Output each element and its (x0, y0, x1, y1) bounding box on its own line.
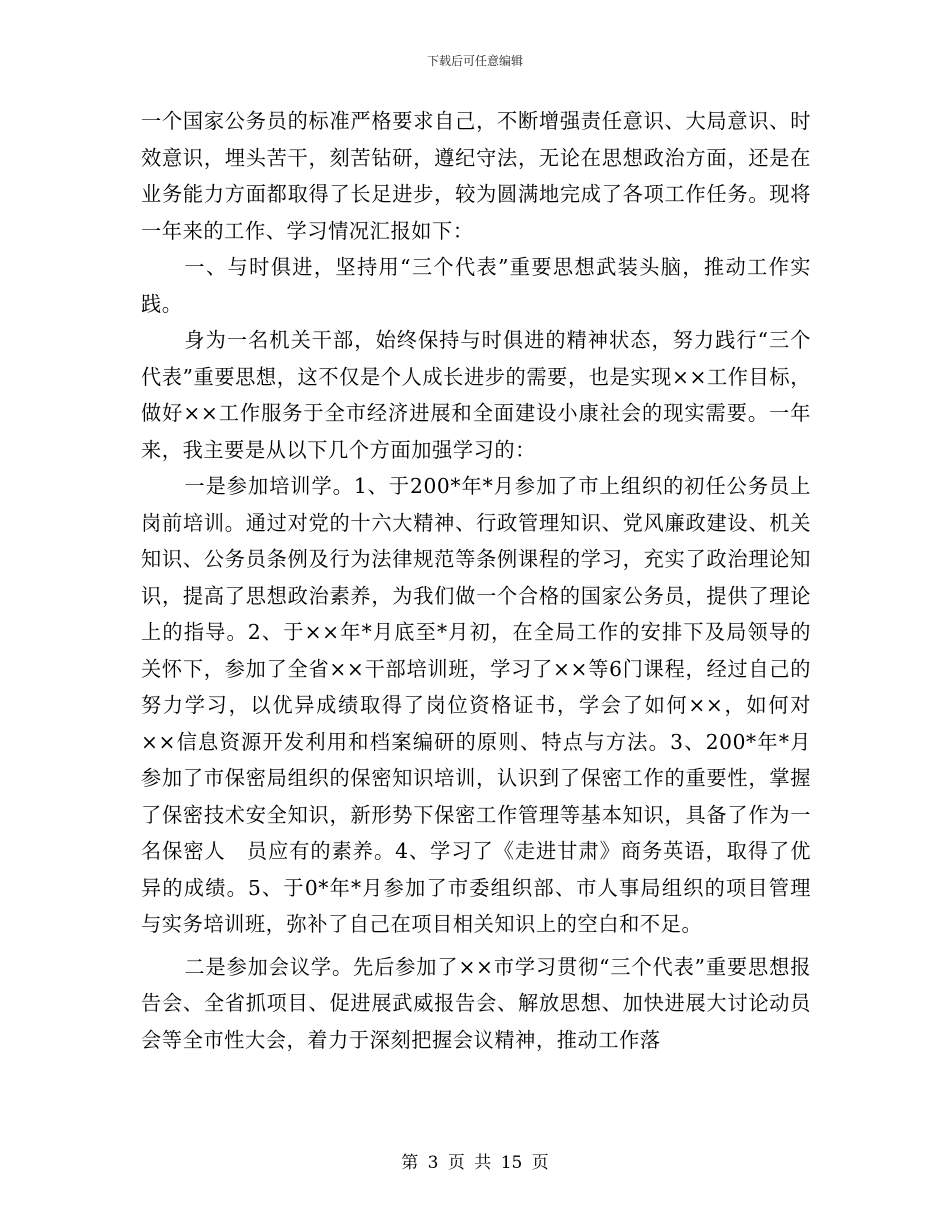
paragraph-meeting-study: 二是参加会议学。先后参加了××市学习贯彻“三个代表”重要思想报告会、全省抓项目、促进展武威报告会、解放思想、加快进展大讨论动员会等全市性大会，着力于深刻把握会议精神，推动工作落 (141, 954, 811, 1052)
page-header-note: 下载后可任意编辑 (426, 54, 523, 68)
paragraph-role-statement: 身为一名机关干部，始终保持与时俱进的精神状态，努力践行“三个代表”重要思想，这不仅是个人成长进步的需要，也是实现××工作目标，做好××工作服务于全市经济进展和全面建设小康社会的现实需要。一年来，我主要是从以下几个方面加强学习的： (141, 328, 811, 462)
document-body (141, 103, 811, 1058)
paragraph-section-heading-1: 一、与时俱进，坚持用“三个代表”重要思想武装头脑，推动工作实践。 (141, 255, 811, 316)
page-number-footer: 第 3 页 共 15 页 (401, 1153, 549, 1173)
paragraph-training-study: 一是参加培训学。1、于200*年*月参加了市上组织的初任公务员上岗前培训。通过对党的十六大精神、行政管理知识、党风廉政建设、机关知识、公务员条例及行为法律规范等条例课程的学习，充实了政治理论知识，提高了思想政治素养，为我们做一个合格的国家公务员，提供了理论上的指导。2、于××年*月底至*月初，在全局工作的安排下及局领导的关怀下，参加了全省××干部培训班，学习了××等6门课程，经过自己的努力学习，以优异成绩取得了岗位资格证书，学会了如何××，如何对××信息资源开发利用和档案编研的原则、特点与方法。3、200*年*月参加了市保密局组织的保密知识培训，认识到了保密工作的重要性，掌握了保密技术安全知识，新形势下保密工作管理等基本知识，具备了作为一名保密人 员应有的素养。4、学习了《走进甘肃》商务英语，取得了优异的成绩。5、于0*年*月参加了市委组织部、市人事局组织的项目管理与实务培训班，弥补了自己在项目相关知识上的空白和不足。 (141, 474, 811, 936)
paragraph-intro-continuation: 一个国家公务员的标准严格要求自己，不断增强责任意识、大局意识、时效意识，埋头苦干，刻苦钻研，遵纪守法，无论在思想政治方面，还是在业务能力方面都取得了长足进步，较为圆满地完成了各项工作任务。现将一年来的工作、学习情况汇报如下： (141, 109, 811, 243)
